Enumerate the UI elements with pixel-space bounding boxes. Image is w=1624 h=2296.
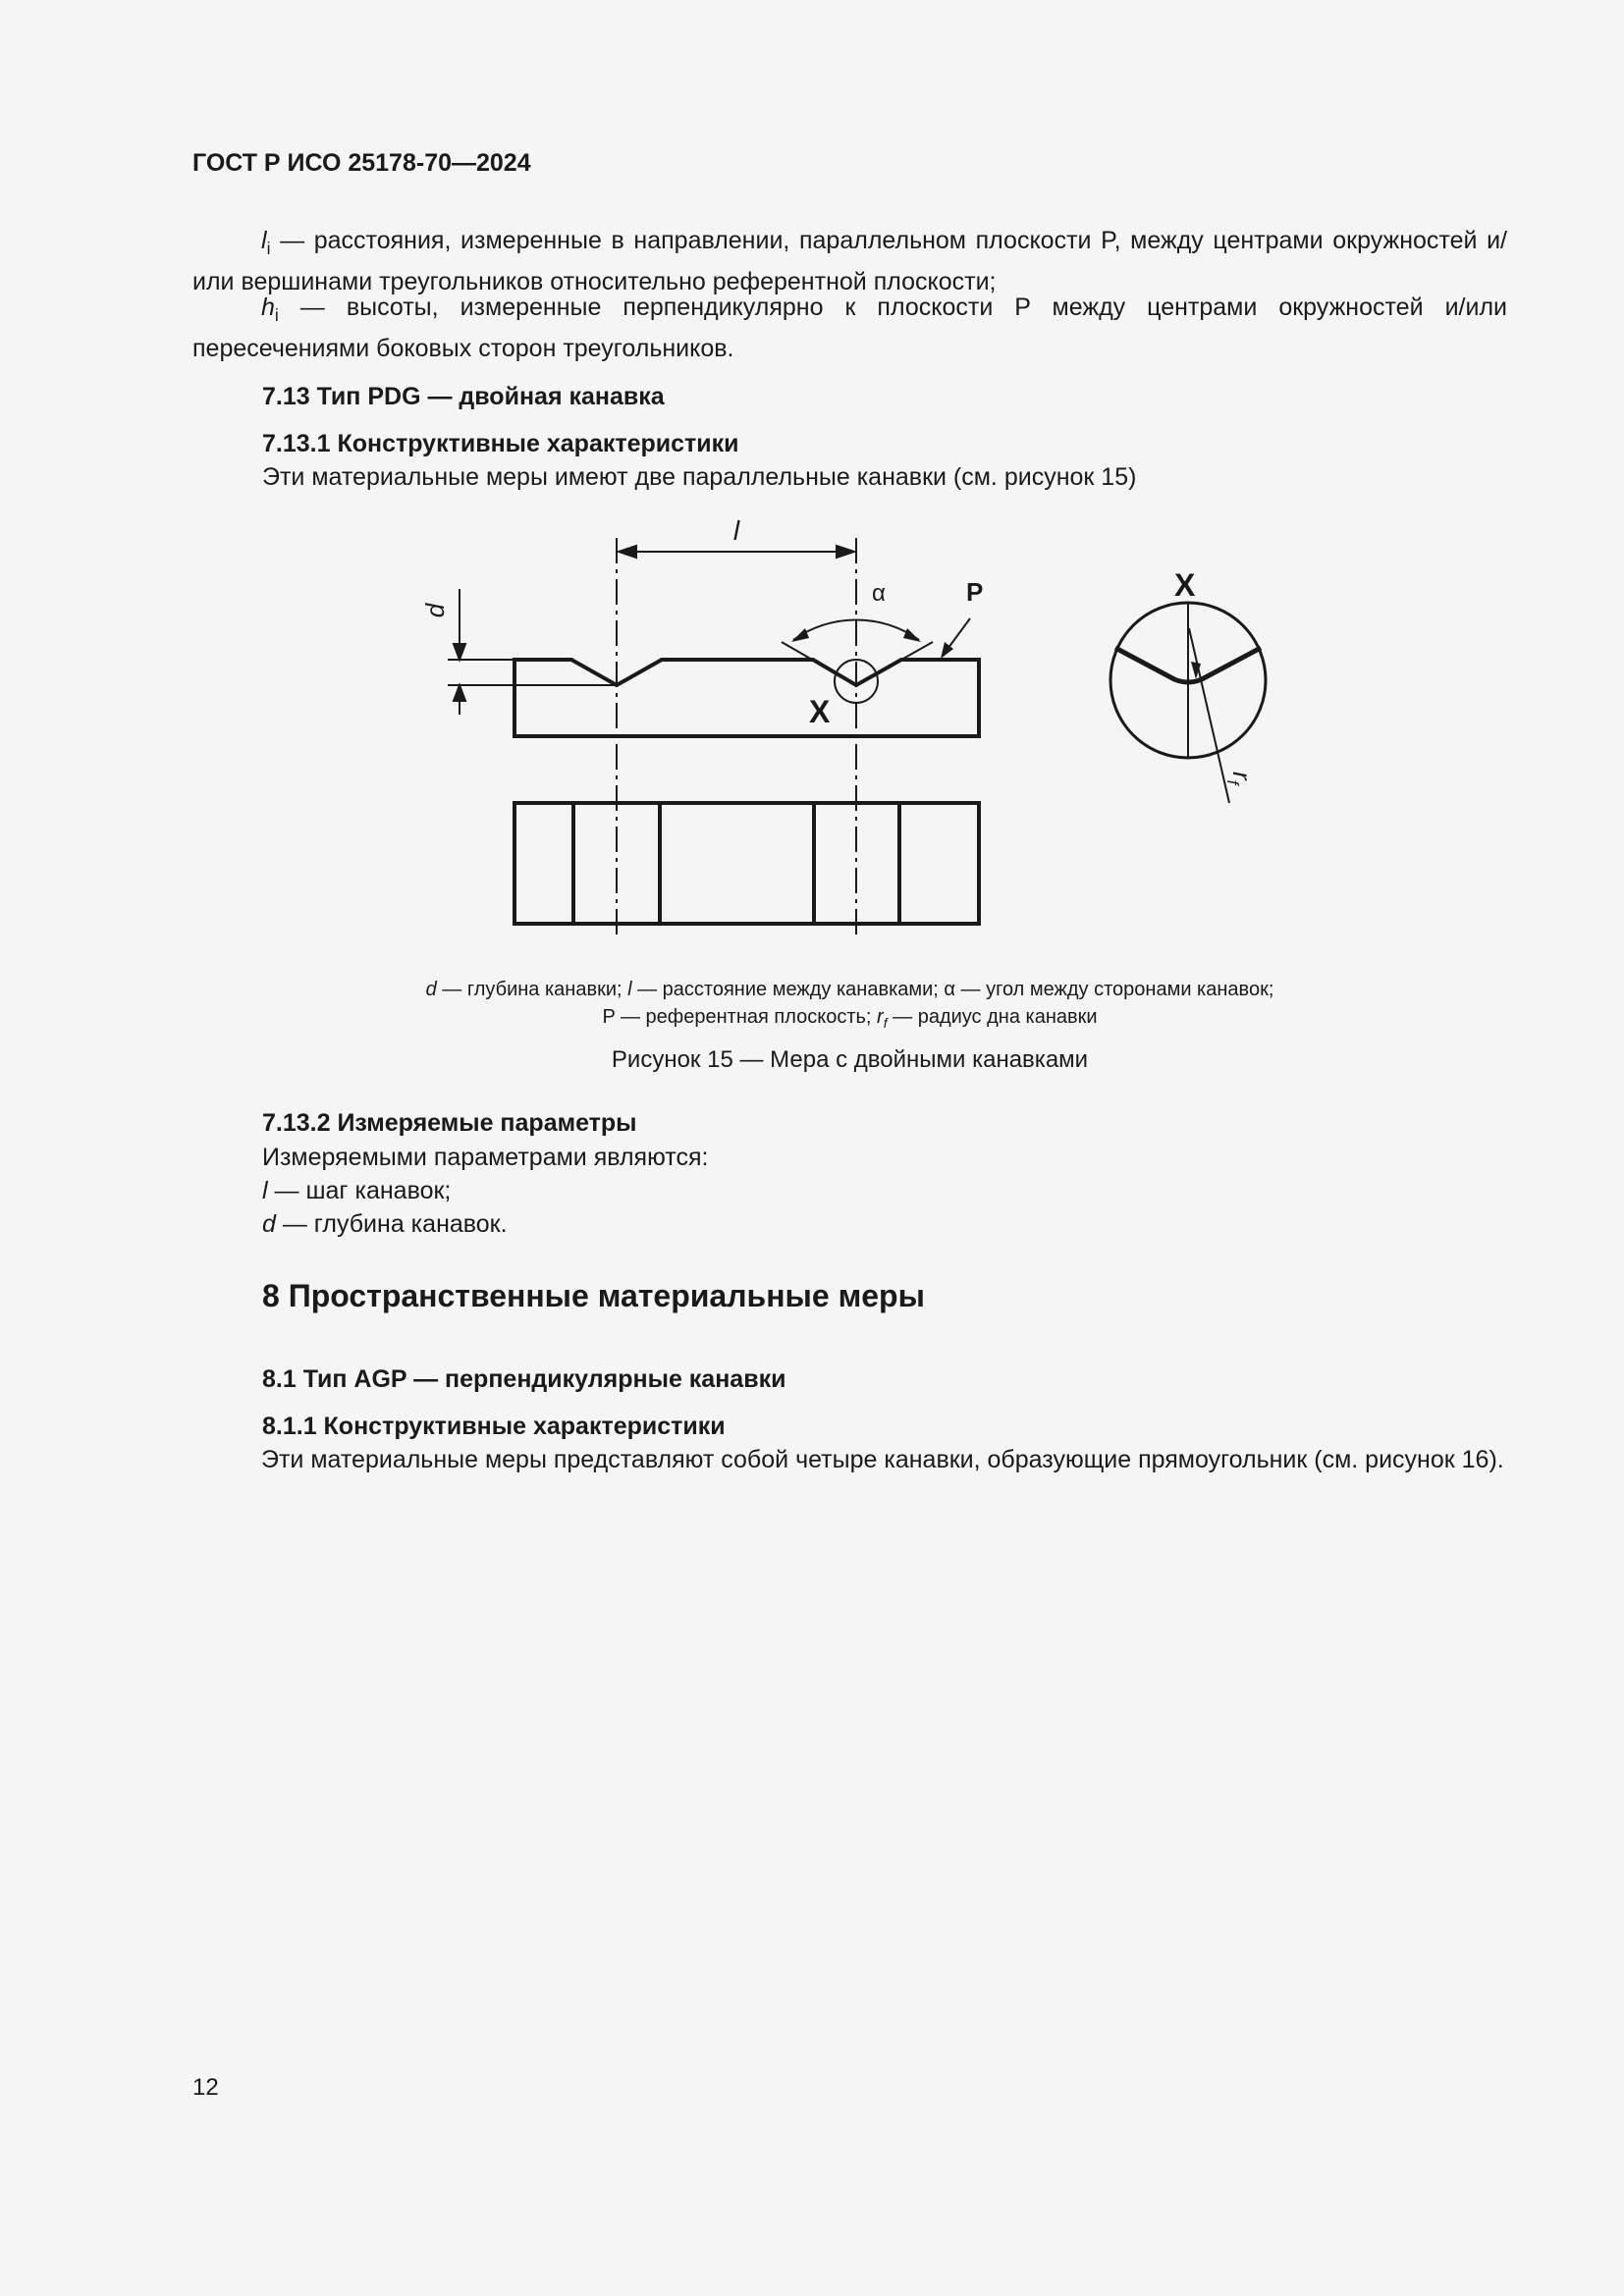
li-text: — расстояния, измеренные в направлении, параллельном плоскости P, между центрами окружностей и/или вершинами треугольников относительно референтной плоскости; bbox=[192, 227, 1507, 295]
legend-rf-text: — радиус дна канавки bbox=[887, 1006, 1098, 1028]
param-l-text: — шаг канавок; bbox=[267, 1177, 452, 1204]
alpha-arrow-right bbox=[903, 628, 921, 642]
figure-legend-line-2 bbox=[192, 1003, 1507, 1037]
li-symbol: l bbox=[261, 227, 267, 254]
legend-p-text: P — референтная плоскость; bbox=[602, 1006, 878, 1028]
block-side-view bbox=[514, 660, 979, 736]
section-8-1-title: 8.1 Тип AGP — перпендикулярные канавки bbox=[262, 1365, 786, 1393]
param-l-symbol: l bbox=[262, 1177, 268, 1204]
figure-caption: Рисунок 15 — Мера с двойными канавками bbox=[611, 1046, 1089, 1073]
figure-15-drawing bbox=[0, 0, 1624, 982]
label-x-main: X bbox=[809, 694, 831, 729]
alpha-arrow-left bbox=[791, 628, 809, 642]
figure-legend-line-1 bbox=[192, 976, 1507, 1003]
label-x-detail: X bbox=[1174, 567, 1196, 603]
legend-d-symbol: d bbox=[425, 979, 437, 1000]
hi-symbol: h bbox=[261, 294, 275, 321]
parameter-item-d bbox=[262, 1207, 508, 1241]
legend-l-text: — расстояние между канавками; α — угол между сторонами канавок; bbox=[631, 979, 1274, 1000]
rf-leader bbox=[1189, 628, 1229, 803]
l-arrow-right bbox=[837, 546, 854, 558]
d-arrow-bottom bbox=[454, 685, 465, 701]
section-7-13-1-title: 7.13.1 Конструктивные характеристики bbox=[262, 430, 739, 457]
parameter-item-l bbox=[262, 1174, 451, 1207]
param-d-text: — глубина канавок. bbox=[275, 1210, 508, 1238]
label-rf bbox=[1223, 772, 1257, 787]
legend-d-text: — глубина канавки; bbox=[436, 979, 628, 1000]
section-8-1-1-title: 8.1.1 Конструктивные характеристики bbox=[262, 1413, 726, 1440]
param-d-symbol: d bbox=[262, 1210, 276, 1238]
hi-text: — высоты, измеренные перпендикулярно к плоскости P между центрами окружностей и/или пересечениями боковых сторон треугольников. bbox=[192, 294, 1507, 362]
section-7-13-title: 7.13 Тип PDG — двойная канавка bbox=[262, 383, 665, 410]
legend-rf-symbol: r bbox=[877, 1006, 884, 1028]
legend-l-symbol: l bbox=[627, 979, 632, 1000]
d-arrow-top bbox=[454, 644, 465, 660]
section-7-13-1-text: Эти материальные меры имеют две параллельные канавки (см. рисунок 15) bbox=[262, 463, 1137, 491]
hi-subscript: i bbox=[274, 305, 279, 325]
section-7-13-2-title: 7.13.2 Измеряемые параметры bbox=[262, 1109, 637, 1137]
label-l: l bbox=[732, 515, 740, 546]
legend-rf-subscript: f bbox=[883, 1015, 888, 1031]
li-subscript: i bbox=[266, 239, 271, 258]
document-header: ГОСТ Р ИСО 25178-70—2024 bbox=[192, 149, 531, 177]
page-number: 12 bbox=[192, 2074, 219, 2101]
section-8-title: 8 Пространственные материальные меры bbox=[262, 1278, 925, 1313]
label-alpha: α bbox=[872, 580, 886, 607]
l-arrow-left bbox=[619, 546, 636, 558]
svg-text:rf: $r_f$ bbox=[1223, 772, 1257, 785]
section-7-13-2-intro: Измеряемыми параметрами являются: bbox=[262, 1144, 709, 1171]
label-p: P bbox=[966, 577, 984, 607]
label-d: d bbox=[420, 603, 450, 618]
block-top-view bbox=[514, 803, 979, 924]
section-8-1-1-text: Эти материальные меры представляют собой четыре канавки, образующие прямоугольник (см. рисунок 16). bbox=[261, 1446, 1504, 1473]
